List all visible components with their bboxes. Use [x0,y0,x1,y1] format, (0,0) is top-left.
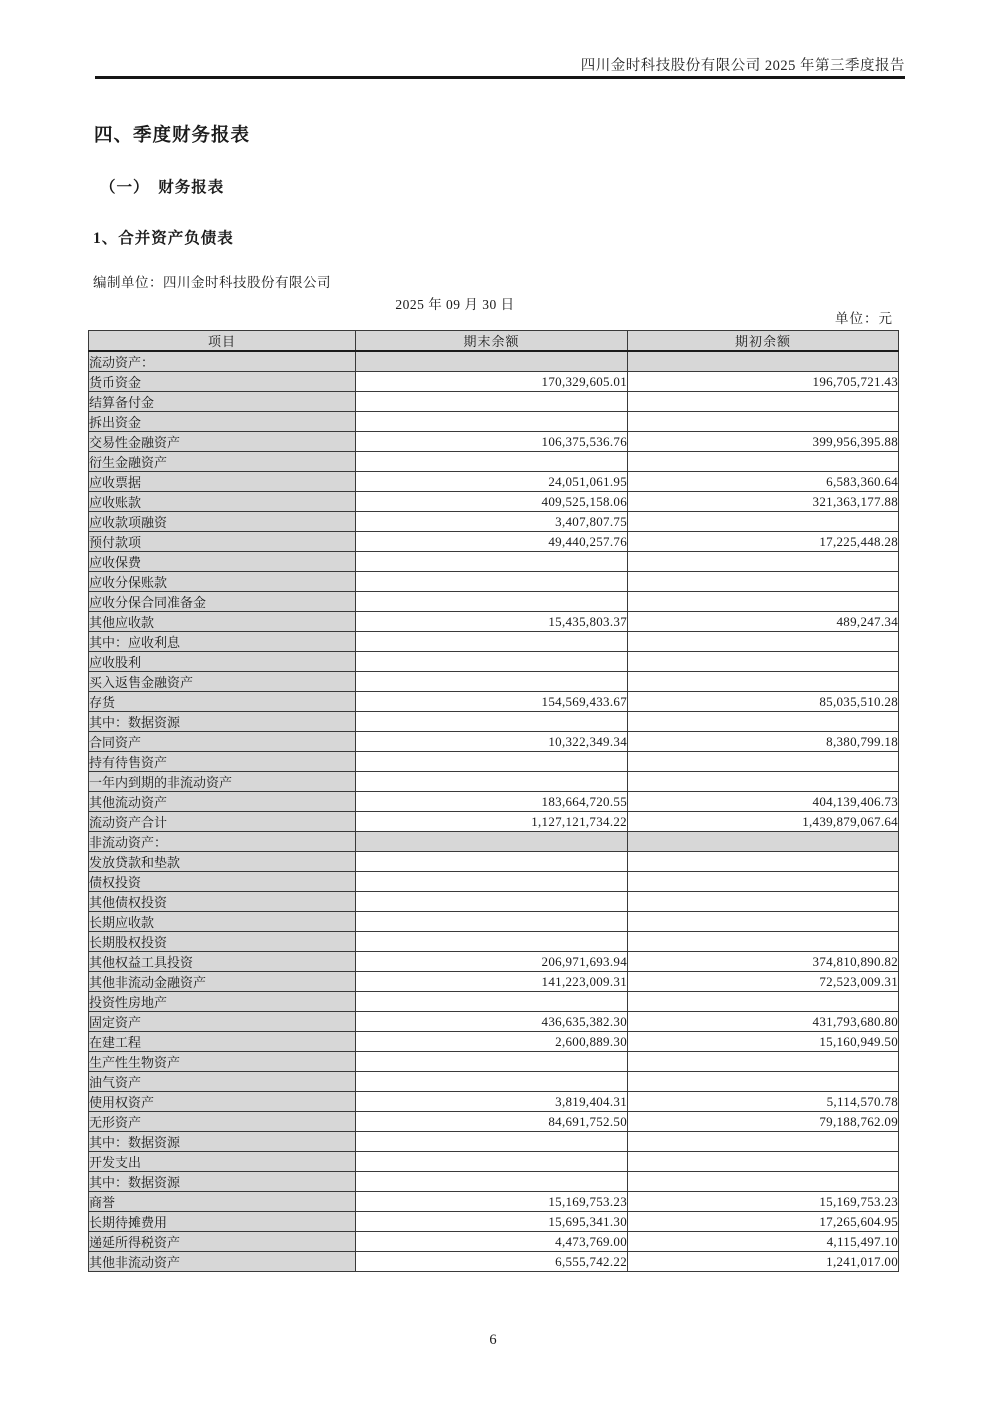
ending-balance-cell [356,752,628,772]
beginning-balance-cell [628,712,899,732]
beginning-balance-cell [628,832,899,852]
beginning-balance-cell: 15,160,949.50 [628,1032,899,1052]
item-label-cell: 其他非流动金融资产 [89,972,356,992]
table-row [89,1152,899,1172]
table-row [89,912,899,932]
item-label-cell: 使用权资产 [89,1092,356,1112]
item-label-cell: 一年内到期的非流动资产 [89,772,356,792]
item-label-cell: 递延所得税资产 [89,1232,356,1252]
table-row [89,1192,899,1212]
beginning-balance-cell [628,1072,899,1092]
table-row [89,592,899,612]
item-label-cell: 其中：数据资源 [89,1132,356,1152]
table-row [89,892,899,912]
table-row [89,1252,899,1272]
section-row [89,832,899,852]
page-number: 6 [489,1332,497,1348]
beginning-balance-cell: 489,247.34 [628,612,899,632]
ending-balance-cell: 141,223,009.31 [356,972,628,992]
item-label-cell: 开发支出 [89,1152,356,1172]
beginning-balance-cell [628,1132,899,1152]
item-label-cell: 无形资产 [89,1112,356,1132]
item-label-cell: 结算备付金 [89,392,356,412]
ending-balance-cell [356,912,628,932]
ending-balance-cell: 170,329,605.01 [356,372,628,392]
ending-balance-cell [356,672,628,692]
ending-balance-cell: 206,971,693.94 [356,952,628,972]
beginning-balance-cell: 399,956,395.88 [628,432,899,452]
table-row [89,372,899,392]
table-row [89,1112,899,1132]
ending-balance-cell [356,712,628,732]
ending-balance-cell: 436,635,382.30 [356,1012,628,1032]
table-row [89,852,899,872]
beginning-balance-cell: 321,363,177.88 [628,492,899,512]
beginning-balance-cell [628,892,899,912]
ending-balance-cell [356,572,628,592]
beginning-balance-cell [628,872,899,892]
item-label-cell: 其中：数据资源 [89,1172,356,1192]
beginning-balance-cell [628,392,899,412]
ending-balance-cell: 15,169,753.23 [356,1192,628,1212]
ending-balance-cell: 154,569,433.67 [356,692,628,712]
ending-balance-cell: 6,555,742.22 [356,1252,628,1272]
table-row [89,812,899,832]
table-row [89,972,899,992]
table-row [89,752,899,772]
table-row [89,672,899,692]
beginning-balance-cell: 374,810,890.82 [628,952,899,972]
ending-balance-cell: 24,051,061.95 [356,472,628,492]
beginning-balance-cell [628,1172,899,1192]
table-row [89,612,899,632]
item-label-cell: 非流动资产： [89,832,356,852]
table-row [89,552,899,572]
beginning-balance-cell [628,852,899,872]
item-label-cell: 应收股利 [89,652,356,672]
ending-balance-cell [356,632,628,652]
table-row [89,712,899,732]
ending-balance-cell: 84,691,752.50 [356,1112,628,1132]
beginning-balance-cell: 8,380,799.18 [628,732,899,752]
table-row [89,1172,899,1192]
item-label-cell: 应收票据 [89,472,356,492]
ending-balance-cell [356,772,628,792]
section-heading: 四、季度财务报表 [94,126,251,146]
ending-balance-cell: 2,600,889.30 [356,1032,628,1052]
table-row [89,692,899,712]
item-label-cell: 其他应收款 [89,612,356,632]
column-header-beginning-balance: 期初余额 [628,331,899,352]
item-label-cell: 其他债权投资 [89,892,356,912]
item-label-cell: 生产性生物资产 [89,1052,356,1072]
item-label-cell: 流动资产： [89,351,356,372]
beginning-balance-cell [628,1152,899,1172]
ending-balance-cell [356,1152,628,1172]
table-row [89,792,899,812]
ending-balance-cell: 15,435,803.37 [356,612,628,632]
ending-balance-cell [356,351,628,372]
subsection-heading: （一） 财务报表 [100,179,225,196]
item-label-cell: 固定资产 [89,1012,356,1032]
table-row [89,472,899,492]
table-header-row [89,331,899,352]
item-label-cell: 其他非流动资产 [89,1252,356,1272]
beginning-balance-cell: 1,439,879,067.64 [628,812,899,832]
ending-balance-cell: 409,525,158.06 [356,492,628,512]
item-label-cell: 应收款项融资 [89,512,356,532]
item-label-cell: 商誉 [89,1192,356,1212]
ending-balance-cell [356,652,628,672]
table-row [89,572,899,592]
statement-title: 1、合并资产负债表 [93,230,234,247]
header-rule [95,76,905,79]
beginning-balance-cell [628,652,899,672]
beginning-balance-cell [628,351,899,372]
item-label-cell: 长期待摊费用 [89,1212,356,1232]
table-row [89,732,899,752]
table-row [89,1072,899,1092]
beginning-balance-cell [628,932,899,952]
beginning-balance-cell: 17,265,604.95 [628,1212,899,1232]
table-row [89,772,899,792]
item-label-cell: 长期股权投资 [89,932,356,952]
item-label-cell: 其中：数据资源 [89,712,356,732]
item-label-cell: 其中：应收利息 [89,632,356,652]
table-row [89,952,899,972]
table-row [89,392,899,412]
ending-balance-cell [356,452,628,472]
section-row [89,351,899,372]
table-row [89,1052,899,1072]
item-label-cell: 长期应收款 [89,912,356,932]
table-row [89,512,899,532]
item-label-cell: 持有待售资产 [89,752,356,772]
table-row [89,412,899,432]
ending-balance-cell [356,1072,628,1092]
table-row [89,652,899,672]
beginning-balance-cell: 79,188,762.09 [628,1112,899,1132]
ending-balance-cell: 15,695,341.30 [356,1212,628,1232]
beginning-balance-cell [628,572,899,592]
beginning-balance-cell [628,632,899,652]
item-label-cell: 应收分保合同准备金 [89,592,356,612]
beginning-balance-cell [628,412,899,432]
item-label-cell: 货币资金 [89,372,356,392]
ending-balance-cell: 10,322,349.34 [356,732,628,752]
ending-balance-cell [356,872,628,892]
ending-balance-cell [356,392,628,412]
beginning-balance-cell [628,992,899,1012]
item-label-cell: 交易性金融资产 [89,432,356,452]
beginning-balance-cell: 196,705,721.43 [628,372,899,392]
ending-balance-cell: 1,127,121,734.22 [356,812,628,832]
table-row [89,532,899,552]
ending-balance-cell: 49,440,257.76 [356,532,628,552]
beginning-balance-cell: 4,115,497.10 [628,1232,899,1252]
item-label-cell: 拆出资金 [89,412,356,432]
beginning-balance-cell [628,912,899,932]
ending-balance-cell [356,892,628,912]
prepared-by: 编制单位：四川金时科技股份有限公司 [93,275,331,290]
table-row [89,1232,899,1252]
table-row [89,492,899,512]
ending-balance-cell [356,852,628,872]
table-row [89,1212,899,1232]
item-label-cell: 油气资产 [89,1072,356,1092]
beginning-balance-cell: 431,793,680.80 [628,1012,899,1032]
ending-balance-cell [356,552,628,572]
unit-label: 单位：元 [835,311,893,326]
beginning-balance-cell [628,592,899,612]
beginning-balance-cell: 5,114,570.78 [628,1092,899,1112]
beginning-balance-cell: 85,035,510.28 [628,692,899,712]
item-label-cell: 买入返售金融资产 [89,672,356,692]
ending-balance-cell: 3,819,404.31 [356,1092,628,1112]
item-label-cell: 预付款项 [89,532,356,552]
item-label-cell: 合同资产 [89,732,356,752]
table-row [89,1092,899,1112]
beginning-balance-cell [628,552,899,572]
ending-balance-cell [356,1172,628,1192]
item-label-cell: 其他流动资产 [89,792,356,812]
ending-balance-cell: 4,473,769.00 [356,1232,628,1252]
beginning-balance-cell: 6,583,360.64 [628,472,899,492]
beginning-balance-cell [628,672,899,692]
item-label-cell: 发放贷款和垫款 [89,852,356,872]
ending-balance-cell [356,832,628,852]
ending-balance-cell: 106,375,536.76 [356,432,628,452]
beginning-balance-cell: 15,169,753.23 [628,1192,899,1212]
table-row [89,1132,899,1152]
item-label-cell: 应收分保账款 [89,572,356,592]
beginning-balance-cell: 1,241,017.00 [628,1252,899,1272]
item-label-cell: 流动资产合计 [89,812,356,832]
table-row [89,872,899,892]
beginning-balance-cell [628,772,899,792]
item-label-cell: 在建工程 [89,1032,356,1052]
beginning-balance-cell: 404,139,406.73 [628,792,899,812]
balance-sheet-table [88,330,899,1272]
ending-balance-cell [356,932,628,952]
item-label-cell: 其他权益工具投资 [89,952,356,972]
item-label-cell: 投资性房地产 [89,992,356,1012]
item-label-cell: 应收保费 [89,552,356,572]
item-label-cell: 存货 [89,692,356,712]
item-label-cell: 债权投资 [89,872,356,892]
ending-balance-cell [356,1132,628,1152]
item-label-cell: 衍生金融资产 [89,452,356,472]
item-label-cell: 应收账款 [89,492,356,512]
beginning-balance-cell [628,1052,899,1072]
beginning-balance-cell [628,752,899,772]
ending-balance-cell [356,412,628,432]
table-row [89,432,899,452]
ending-balance-cell [356,992,628,1012]
table-row [89,632,899,652]
table-row [89,1012,899,1032]
statement-date: 2025 年 09 月 30 日 [395,297,515,312]
document-header: 四川金时科技股份有限公司 2025 年第三季度报告 [580,58,905,74]
ending-balance-cell: 183,664,720.55 [356,792,628,812]
table-row [89,992,899,1012]
beginning-balance-cell [628,512,899,532]
column-header-item: 项目 [89,331,356,352]
beginning-balance-cell [628,452,899,472]
table-row [89,452,899,472]
ending-balance-cell [356,592,628,612]
column-header-ending-balance: 期末余额 [356,331,628,352]
table-row [89,932,899,952]
table-row [89,1032,899,1052]
beginning-balance-cell: 72,523,009.31 [628,972,899,992]
ending-balance-cell [356,1052,628,1072]
ending-balance-cell: 3,407,807.75 [356,512,628,532]
beginning-balance-cell: 17,225,448.28 [628,532,899,552]
